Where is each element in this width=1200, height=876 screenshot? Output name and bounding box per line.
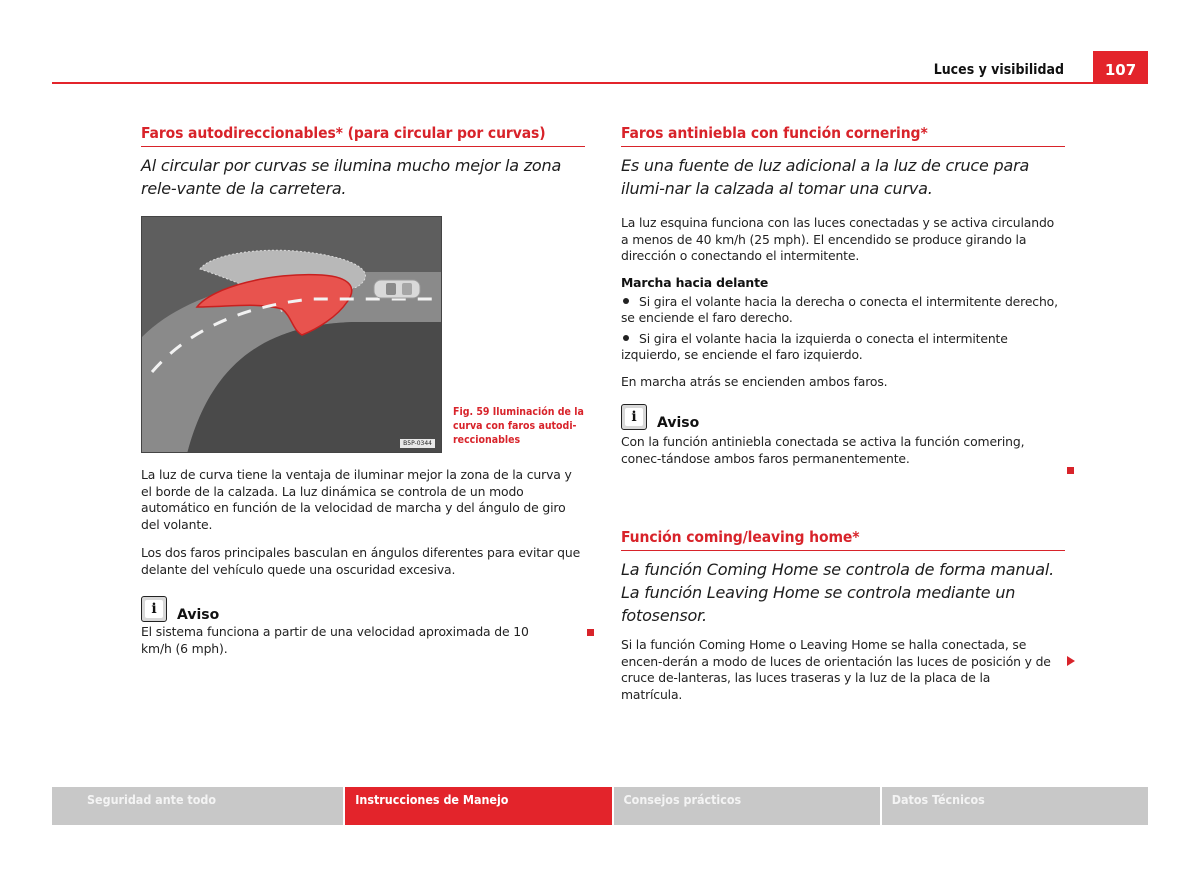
section-title-cornering-headlights: Faros autodireccionables* (para circular por curvas) — [141, 124, 585, 147]
section-end-square-icon — [587, 629, 594, 636]
bullet-icon — [623, 335, 629, 341]
subheading: Marcha hacia delante — [621, 274, 769, 290]
right-column — [621, 124, 1065, 467]
left-column — [141, 124, 585, 200]
figure-curve-illumination — [141, 216, 442, 453]
info-icon: i — [621, 404, 647, 430]
page-number: 107 — [1093, 51, 1148, 84]
note-heading — [141, 596, 585, 622]
info-icon: i — [141, 596, 167, 622]
note-title: Aviso — [177, 607, 220, 623]
footer-tab-seguridad[interactable]: Seguridad ante todo — [52, 787, 343, 825]
figure-caption: Fig. 59 Iluminación de la curva con faros autodi-reccionables — [453, 406, 584, 446]
running-header-section: Luces y visibilidad — [933, 62, 1064, 78]
header-rule — [52, 82, 1148, 84]
bullet-list — [621, 294, 1065, 364]
paragraph: Los dos faros principales basculan en ángulos diferentes para evitar que delante del vehículo quede una oscuridad excesiva. — [141, 545, 581, 577]
section-title-coming-leaving-home: Función coming/leaving home* — [621, 528, 1065, 551]
paragraph: La luz de curva tiene la ventaja de iluminar mejor la zona de la curva y el borde de la calzada. La luz dinámica se controla de un modo automático en función de la velocidad de marcha y del ángulo de giro del volante. — [141, 467, 572, 532]
bullet-icon — [623, 298, 629, 304]
paragraph: La luz esquina funciona con las luces conectadas y se activa circulando a menos de 40 km/h (25 mph). El encendido se produce girando la dirección o conectando el intermitente. — [621, 215, 1055, 263]
note-heading — [621, 404, 1065, 430]
footer-tab-instrucciones[interactable]: Instrucciones de Manejo — [345, 787, 611, 825]
note-title: Aviso — [657, 415, 700, 431]
section-lead: Al circular por curvas se ilumina mucho mejor la zona rele-vante de la carretera. — [141, 156, 562, 198]
section-title-fog-cornering: Faros antiniebla con función cornering* — [621, 124, 1065, 147]
paragraph: Si la función Coming Home o Leaving Home se halla conectada, se encen-derán a modo de luces de orientación las luces de posición y de cruce de-lanteras, las luces traseras y la luz de la placa de la matrícula. — [621, 637, 1051, 702]
list-item: Si gira el volante hacia la derecha o conecta el intermitente derecho, se enciende el faro derecho. — [621, 293, 1058, 325]
footer-tab-datos[interactable]: Datos Técnicos — [882, 787, 1148, 825]
list-item: Si gira el volante hacia la izquierda o conecta el intermitente izquierdo, se enciende el faro izquierdo. — [621, 330, 1008, 362]
section-lead: Es una fuente de luz adicional a la luz de cruce para ilumi-nar la calzada al tomar una curva. — [621, 156, 1030, 198]
paragraph: En marcha atrás se encienden ambos faros. — [621, 373, 888, 389]
footer-navigation — [52, 787, 1148, 825]
left-body — [141, 467, 585, 657]
footer-tab-consejos[interactable]: Consejos prácticos — [614, 787, 880, 825]
figure-code: B5P-0344 — [400, 439, 435, 448]
note-text: El sistema funciona a partir de una velocidad aproximada de 10 km/h (6 mph). — [141, 624, 529, 656]
section-end-square-icon — [1067, 467, 1074, 474]
continue-arrow-icon — [1067, 656, 1075, 666]
curve-illustration — [142, 217, 442, 453]
section-lead: La función Coming Home se controla de forma manual. La función Leaving Home se controla mediante un fotosensor. — [621, 560, 1055, 625]
right-section-two — [621, 528, 1065, 703]
note-text: Con la función antiniebla conectada se activa la función comering, conec-tándose ambos faros permanentemente. — [621, 434, 1025, 466]
